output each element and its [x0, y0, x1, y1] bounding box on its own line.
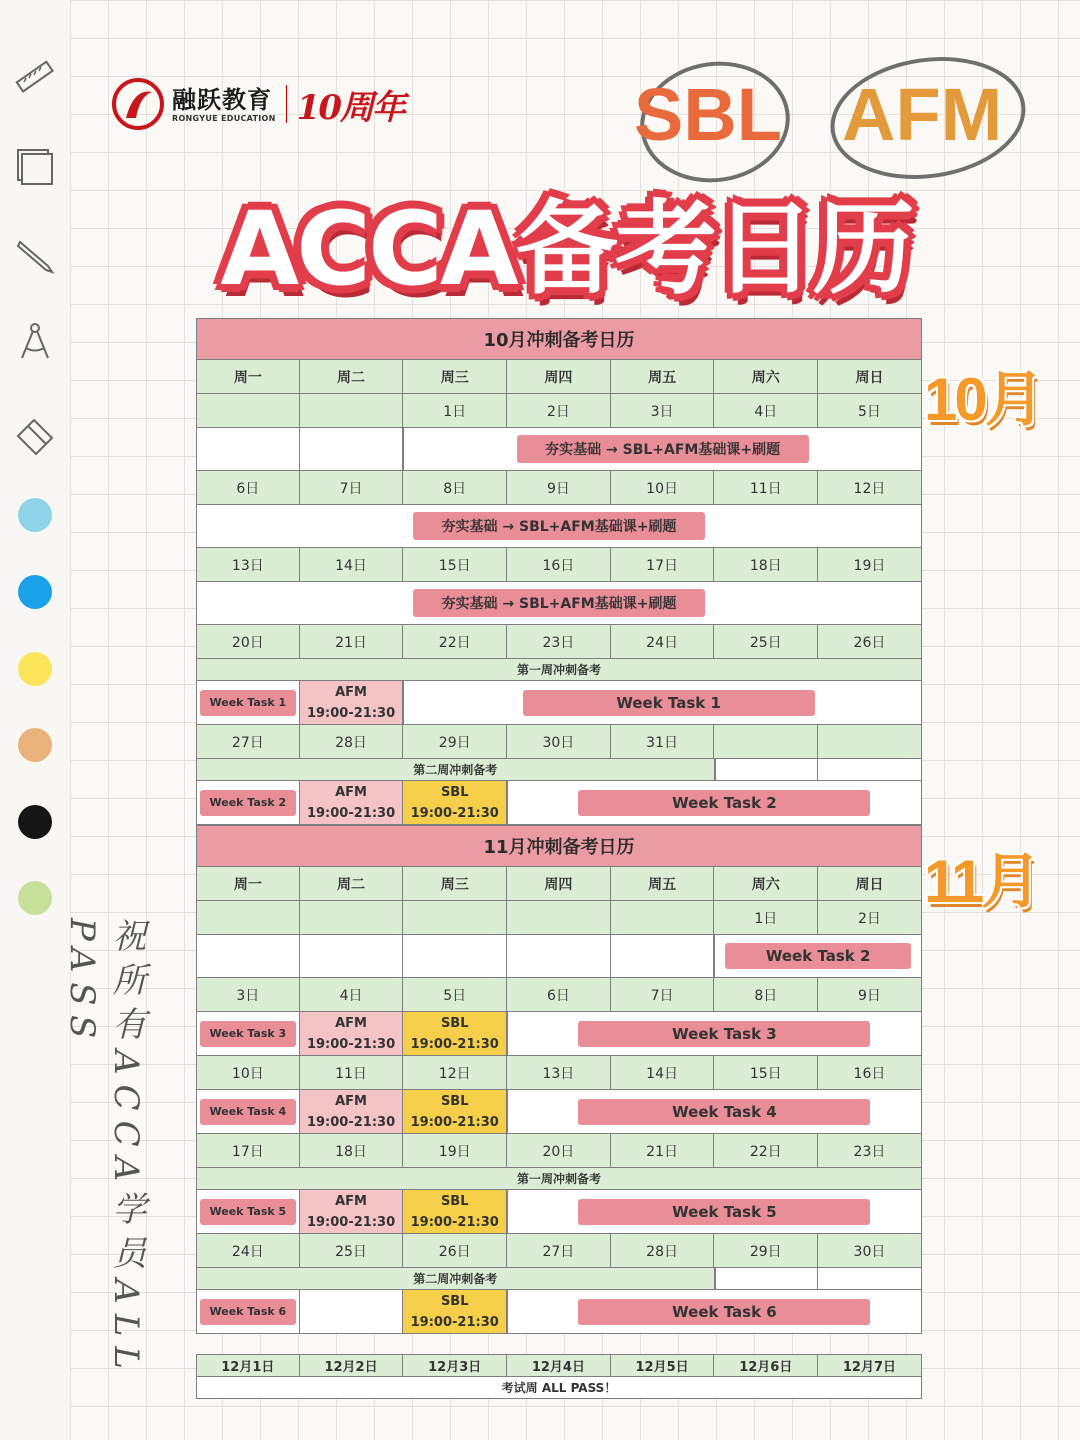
date-cell [300, 901, 404, 935]
date-cell [611, 901, 715, 935]
date-cell [300, 394, 404, 428]
date-cell: 8日 [714, 978, 818, 1012]
date-cell: 4日 [714, 394, 818, 428]
date-cell: 1日 [714, 901, 818, 935]
date-cell: 24日 [611, 625, 715, 659]
task-tag-cell [196, 681, 300, 725]
empty-cell [300, 935, 404, 978]
task-row [196, 1190, 922, 1234]
date-cell: 16日 [507, 548, 611, 582]
november-header: 11月冲刺备考日历 [196, 825, 922, 867]
weekday-tue: 周二 [300, 360, 404, 394]
date-cell: 3日 [196, 978, 300, 1012]
task-span-cell [507, 1290, 922, 1334]
date-cell: 18日 [714, 548, 818, 582]
sprint-title: 第二周冲刺备考 [196, 759, 715, 781]
date-cell: 30日 [818, 1234, 922, 1268]
date-cell: 20日 [507, 1134, 611, 1168]
weekday-mon: 周一 [196, 867, 300, 901]
afm-session [300, 781, 404, 825]
date-cell: 25日 [300, 1234, 404, 1268]
task-span-cell [714, 935, 921, 978]
empty-cell [611, 935, 715, 978]
week-task-bar: Week Task 2 [725, 943, 911, 969]
week-task-tag: Week Task 2 [200, 790, 296, 816]
date-cell: 5日 [818, 394, 922, 428]
task-tag-cell [196, 1190, 300, 1234]
session-time: 19:00-21:30 [410, 805, 499, 821]
swatch-blue [18, 575, 52, 609]
week-task-tag: Week Task 1 [200, 690, 296, 716]
task-row [196, 681, 922, 725]
empty-cell [818, 759, 922, 781]
sprint-title: 第二周冲刺备考 [196, 1268, 715, 1290]
afm-session [300, 1190, 404, 1234]
date-cell: 6日 [196, 471, 300, 505]
session-time: 19:00-21:30 [306, 805, 396, 821]
session-time: 19:00-21:30 [306, 1114, 396, 1130]
week-task-tag: Week Task 3 [200, 1021, 296, 1047]
weekday-wed: 周三 [403, 867, 507, 901]
date-cell: 20日 [196, 625, 300, 659]
date-row [196, 1056, 922, 1090]
brand-logo [112, 76, 404, 132]
date-cell: 29日 [714, 1234, 818, 1268]
swatch-yellow [18, 652, 52, 686]
date-cell: 21日 [611, 1134, 715, 1168]
brand-name-cn: 融跃教育 [172, 85, 272, 114]
weekday-mon: 周一 [196, 360, 300, 394]
task-span-cell [507, 781, 922, 825]
session-time: 19:00-21:30 [410, 1036, 499, 1052]
sprint-title: 第一周冲刺备考 [196, 1168, 922, 1190]
sbl-session [403, 1012, 507, 1056]
date-cell: 19日 [818, 548, 922, 582]
weekday-wed: 周三 [403, 360, 507, 394]
session-subject: SBL [440, 1093, 469, 1109]
date-cell: 12月5日 [611, 1355, 715, 1377]
page-title: ACCA备考日历 [220, 190, 912, 309]
event-row [196, 505, 922, 548]
date-cell: 11日 [714, 471, 818, 505]
session-time: 19:00-21:30 [306, 1036, 396, 1052]
date-cell [196, 901, 300, 935]
session-subject: SBL [440, 1193, 469, 1209]
task-row [196, 1290, 922, 1334]
november-calendar [196, 825, 922, 1334]
event-row [196, 428, 922, 471]
calendar [196, 318, 922, 1399]
swatch-orange [18, 728, 52, 762]
week-task-bar: Week Task 4 [578, 1099, 870, 1125]
event-row [196, 582, 922, 625]
date-cell: 28日 [300, 725, 404, 759]
date-cell [196, 394, 300, 428]
date-row [196, 901, 922, 935]
date-cell [818, 725, 922, 759]
weekday-row [196, 360, 922, 394]
session-time: 19:00-21:30 [306, 705, 396, 721]
date-row [196, 978, 922, 1012]
date-cell: 12日 [818, 471, 922, 505]
tool-strip [0, 0, 70, 1440]
task-row [196, 781, 922, 825]
date-cell: 28日 [611, 1234, 715, 1268]
pencil-icon [14, 234, 56, 276]
event-bar: 夯实基础 → SBL+AFM基础课+刷题 [413, 512, 705, 540]
subject-sbl: SBL [634, 73, 782, 156]
empty-cell [403, 935, 507, 978]
weekday-row [196, 867, 922, 901]
session-time: 19:00-21:30 [410, 1214, 499, 1230]
date-cell: 5日 [403, 978, 507, 1012]
session-time: 19:00-21:30 [306, 1214, 396, 1230]
date-cell: 29日 [403, 725, 507, 759]
date-cell: 25日 [714, 625, 818, 659]
date-cell: 1日 [403, 394, 507, 428]
task-span-cell [403, 681, 922, 725]
date-cell [403, 901, 507, 935]
task-tag-cell [196, 1012, 300, 1056]
weekday-sun: 周日 [818, 360, 922, 394]
date-cell: 12月6日 [714, 1355, 818, 1377]
session-subject: AFM [335, 1015, 367, 1031]
task-row [196, 1090, 922, 1134]
date-cell: 27日 [507, 1234, 611, 1268]
logo-divider [286, 85, 287, 123]
date-cell: 12月2日 [300, 1355, 404, 1377]
date-cell: 12月1日 [196, 1355, 300, 1377]
date-row [196, 471, 922, 505]
week-task-tag: Week Task 6 [200, 1299, 296, 1325]
weekday-thu: 周四 [507, 360, 611, 394]
date-cell: 14日 [611, 1056, 715, 1090]
date-row [196, 725, 922, 759]
empty-cell [300, 1290, 404, 1334]
date-cell: 13日 [507, 1056, 611, 1090]
empty-cell [818, 1268, 922, 1290]
date-row [196, 394, 922, 428]
sprint-title-row [196, 759, 922, 781]
week-task-bar: Week Task 6 [578, 1299, 870, 1325]
eraser-icon [14, 414, 56, 456]
afm-session [300, 681, 404, 725]
date-cell: 15日 [714, 1056, 818, 1090]
session-time: 19:00-21:30 [410, 1314, 499, 1330]
spacer [196, 1334, 922, 1354]
date-cell: 12月7日 [818, 1355, 922, 1377]
task-tag-cell [196, 1290, 300, 1334]
date-cell: 10日 [611, 471, 715, 505]
sprint-title-row [196, 1168, 922, 1190]
sprint-title-row [196, 1268, 922, 1290]
week-task-bar: Week Task 2 [578, 790, 870, 816]
date-cell: 12日 [403, 1056, 507, 1090]
event-span-cell [196, 505, 922, 548]
sbl-session [403, 1190, 507, 1234]
date-cell: 22日 [403, 625, 507, 659]
sbl-session [403, 1090, 507, 1134]
date-cell: 15日 [403, 548, 507, 582]
session-subject: SBL [440, 784, 469, 800]
date-row [196, 548, 922, 582]
october-calendar [196, 318, 922, 825]
exam-week-row [196, 1377, 922, 1399]
sprint-title-row [196, 659, 922, 681]
rongyue-logo-icon [112, 78, 164, 130]
afm-session [300, 1012, 404, 1056]
session-subject: AFM [335, 784, 367, 800]
date-cell: 6日 [507, 978, 611, 1012]
event-bar: 夯实基础 → SBL+AFM基础课+刷题 [517, 435, 809, 463]
swatch-light-blue [18, 498, 52, 532]
date-cell: 9日 [818, 978, 922, 1012]
date-cell: 23日 [507, 625, 611, 659]
event-span-cell [196, 582, 922, 625]
swatch-black [18, 805, 52, 839]
week-task-bar: Week Task 5 [578, 1199, 870, 1225]
event-row [196, 935, 922, 978]
week-task-tag: Week Task 4 [200, 1099, 296, 1125]
empty-cell [715, 759, 819, 781]
task-tag-cell [196, 781, 300, 825]
date-cell: 14日 [300, 548, 404, 582]
date-cell: 23日 [818, 1134, 922, 1168]
week-task-bar: Week Task 3 [578, 1021, 870, 1047]
weekday-fri: 周五 [611, 360, 715, 394]
weekday-thu: 周四 [507, 867, 611, 901]
blessing-note: 祝所有ACCA学员ALL PASS [62, 918, 146, 1379]
date-cell: 18日 [300, 1134, 404, 1168]
empty-cell [196, 935, 300, 978]
date-cell: 19日 [403, 1134, 507, 1168]
date-cell: 26日 [403, 1234, 507, 1268]
date-row [196, 1234, 922, 1268]
december-date-row [196, 1354, 922, 1377]
subject-afm: AFM [842, 73, 1003, 156]
task-span-cell [507, 1012, 922, 1056]
weekday-sat: 周六 [714, 867, 818, 901]
ruler-icon [14, 56, 56, 98]
week-task-tag: Week Task 5 [200, 1199, 296, 1225]
date-cell: 4日 [300, 978, 404, 1012]
date-cell: 11日 [300, 1056, 404, 1090]
date-row [196, 1134, 922, 1168]
date-cell: 2日 [818, 901, 922, 935]
empty-cell [196, 428, 300, 471]
date-row [196, 625, 922, 659]
exam-week-note: 考试周 ALL PASS！ [196, 1377, 922, 1399]
weekday-fri: 周五 [611, 867, 715, 901]
session-subject: AFM [335, 684, 367, 700]
october-header: 10月冲刺备考日历 [196, 318, 922, 360]
empty-cell [715, 1268, 819, 1290]
event-span-cell [403, 428, 922, 471]
date-cell: 7日 [300, 471, 404, 505]
date-cell: 3日 [611, 394, 715, 428]
sbl-session [403, 1290, 507, 1334]
task-span-cell [507, 1190, 922, 1234]
month-tag-october: 10月 [924, 366, 1042, 433]
date-cell: 16日 [818, 1056, 922, 1090]
task-span-cell [507, 1090, 922, 1134]
weekday-tue: 周二 [300, 867, 404, 901]
task-row [196, 1012, 922, 1056]
weekday-sun: 周日 [818, 867, 922, 901]
date-cell: 17日 [611, 548, 715, 582]
date-cell: 31日 [611, 725, 715, 759]
sprint-title: 第一周冲刺备考 [196, 659, 922, 681]
session-subject: AFM [335, 1193, 367, 1209]
date-cell: 17日 [196, 1134, 300, 1168]
date-cell [714, 725, 818, 759]
date-cell: 7日 [611, 978, 715, 1012]
brand-name-en: RONGYUE EDUCATION [172, 113, 276, 123]
date-cell: 13日 [196, 548, 300, 582]
date-cell [507, 901, 611, 935]
afm-session [300, 1090, 404, 1134]
weekday-sat: 周六 [714, 360, 818, 394]
date-cell: 9日 [507, 471, 611, 505]
date-cell: 2日 [507, 394, 611, 428]
swatch-green [18, 881, 52, 915]
date-cell: 8日 [403, 471, 507, 505]
session-subject: SBL [440, 1293, 469, 1309]
anniversary-badge: 10周年 [296, 87, 404, 128]
compass-icon [14, 320, 56, 362]
date-cell: 12月3日 [403, 1355, 507, 1377]
date-cell: 30日 [507, 725, 611, 759]
sbl-session [403, 781, 507, 825]
date-cell: 27日 [196, 725, 300, 759]
session-subject: AFM [335, 1093, 367, 1109]
date-cell: 21日 [300, 625, 404, 659]
week-task-bar: Week Task 1 [523, 690, 815, 716]
date-cell: 10日 [196, 1056, 300, 1090]
date-cell: 22日 [714, 1134, 818, 1168]
task-tag-cell [196, 1090, 300, 1134]
event-bar: 夯实基础 → SBL+AFM基础课+刷题 [413, 589, 705, 617]
date-cell: 12月4日 [507, 1355, 611, 1377]
session-time: 19:00-21:30 [410, 1114, 499, 1130]
empty-cell [300, 428, 404, 471]
session-subject: SBL [440, 1015, 469, 1031]
month-tag-november: 11月 [924, 848, 1039, 915]
empty-cell [507, 935, 611, 978]
layers-icon [14, 146, 56, 188]
date-cell: 26日 [818, 625, 922, 659]
date-cell: 24日 [196, 1234, 300, 1268]
